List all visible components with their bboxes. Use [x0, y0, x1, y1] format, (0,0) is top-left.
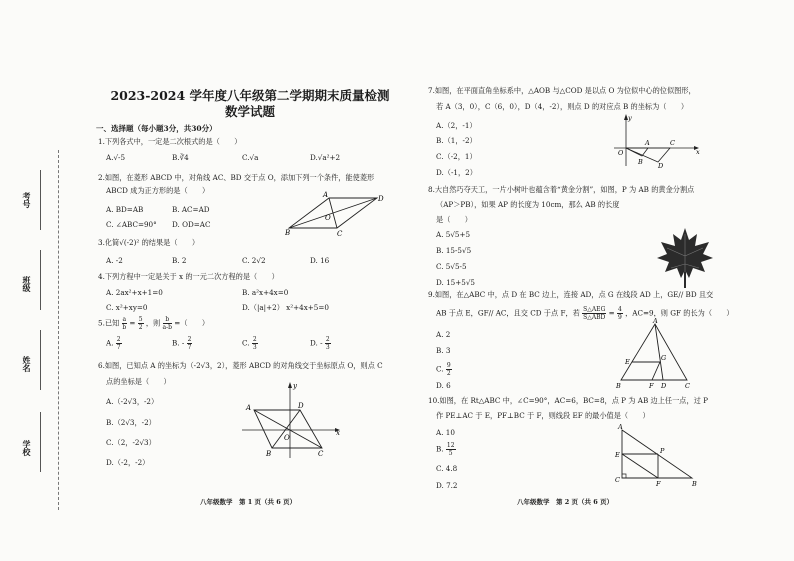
- q10-b-den: 5: [448, 450, 453, 457]
- q2-rhombus-figure: [285, 190, 385, 238]
- q9-stem-line1: 9.如图，在△ABC 中，点 D 在 BC 边上，连接 AD，点 G 在线段 AD 上，GE// BD 且交: [428, 290, 714, 299]
- q1-option-a[interactable]: A.√-5: [106, 153, 126, 162]
- q5-option-b[interactable]: [172, 336, 192, 351]
- q9-c-frac: [446, 362, 452, 377]
- q10-option-a[interactable]: A. 10: [436, 428, 455, 437]
- q7-label-B: B: [638, 158, 643, 166]
- q5-a-den: 7: [116, 344, 121, 351]
- q2-label-C: C: [337, 230, 343, 238]
- q2-stem-line1: 2.如图，在菱形 ABCD 中，对角线 AC、BD 交于点 O，添加下列一个条件，能使菱形: [98, 173, 375, 182]
- q3-option-b[interactable]: B. 2: [172, 256, 187, 265]
- q5-given-val-num: 5: [138, 316, 143, 323]
- q5-given-value: [138, 316, 144, 331]
- q9-ratio-val-num: 4: [617, 306, 622, 313]
- exam-number-label: 考号: [22, 192, 32, 208]
- q5-option-a[interactable]: [106, 336, 122, 351]
- q6-option-a[interactable]: A.（-2√3，-2）: [106, 397, 159, 406]
- q5-a-pre: A.: [106, 338, 114, 348]
- exam-subtitle: 数学试题: [224, 104, 275, 119]
- q10-option-d[interactable]: D. 7.2: [436, 481, 458, 490]
- q6-option-d[interactable]: D.（-2，-2）: [106, 458, 150, 467]
- exam-number-blank[interactable]: [40, 170, 41, 230]
- q5-c-den: 3: [252, 344, 257, 351]
- q6-label-B: B: [266, 450, 272, 458]
- q1-stem: 1.下列各式中，一定是二次根式的是（ ）: [98, 137, 242, 146]
- q10-option-b[interactable]: [436, 442, 456, 457]
- q2-option-a[interactable]: A. BD=AB: [106, 205, 144, 214]
- q10-b-pre: B.: [436, 444, 444, 454]
- q2-stem-line2: ABCD 成为正方形的是（ ）: [106, 186, 210, 195]
- q2-label-O: O: [325, 214, 331, 222]
- q9-label-E: E: [625, 358, 630, 366]
- q7-label-x: x: [696, 148, 700, 156]
- q6-label-D: D: [298, 402, 304, 410]
- q9-label-D: D: [661, 382, 667, 390]
- q9-c-pre: C.: [436, 364, 444, 374]
- q10-label-B: B: [692, 480, 697, 488]
- q7-label-y: y: [628, 114, 632, 122]
- q10-option-c[interactable]: C. 4.8: [436, 464, 458, 473]
- q6-option-b[interactable]: B.（2√3，-2）: [106, 418, 156, 427]
- q5-given-den: b: [122, 324, 127, 331]
- q2-option-b[interactable]: B. AC=AD: [172, 205, 210, 214]
- q5-ask-num: b: [163, 316, 172, 324]
- q9-triangle-figure: [615, 318, 695, 390]
- q8-option-b[interactable]: B. 15-5√5: [436, 246, 472, 255]
- name-blank[interactable]: [40, 330, 41, 390]
- q7-label-O: O: [618, 149, 624, 157]
- q10-b-num: 12: [446, 442, 455, 449]
- q7-option-b[interactable]: B.（1，-2）: [436, 136, 477, 145]
- q5-d-den: 3: [325, 344, 330, 351]
- q5-d-pre: D. -: [310, 338, 323, 348]
- q2-label-B: B: [285, 229, 291, 237]
- q5-given-num: a: [122, 316, 127, 323]
- q5-b-pre: B. -: [172, 338, 185, 348]
- q5-c-pre: C.: [242, 338, 250, 348]
- q7-option-d[interactable]: D.（-1，2）: [436, 168, 477, 177]
- q6-coordinate-figure: [240, 380, 345, 460]
- q8-option-a[interactable]: A. 5√5+5: [436, 230, 471, 239]
- q4-option-a[interactable]: A. 2ax²+x+1=0: [106, 288, 163, 297]
- q3-option-c[interactable]: C. 2√2: [242, 256, 266, 265]
- q7-label-A: A: [645, 139, 650, 147]
- binding-fold-line: [58, 150, 59, 510]
- q10-b-frac: [446, 442, 456, 457]
- q2-option-d[interactable]: D. OD=AC: [172, 220, 211, 229]
- q5-given-val-den: 2: [138, 324, 143, 331]
- q9-stem2-post: ，AC=9，则 GF 的长为（ ）: [625, 308, 734, 318]
- q6-label-C: C: [318, 450, 324, 458]
- q9-ratio-eq: =: [608, 308, 615, 318]
- q1-option-b[interactable]: B.∛4: [172, 153, 189, 162]
- q7-stem-line2: 若 A（3，0），C（6，0），D（4，-2），则点 D 的对应点 B 的坐标为（ ）: [436, 102, 689, 111]
- q10-label-P: P: [660, 447, 665, 455]
- q9-ratio-num: S△AEG: [583, 306, 606, 313]
- q5-stem-mid: ，则: [145, 318, 161, 328]
- q2-label-A: A: [323, 191, 329, 199]
- q2-option-c[interactable]: C. ∠ABC=90°: [106, 220, 157, 229]
- footer-page-2: 八年级数学 第 2 页（共 6 页）: [517, 498, 614, 506]
- q6-option-c[interactable]: C.（2，-2√3）: [106, 438, 156, 447]
- q9-option-c[interactable]: [436, 362, 452, 377]
- q6-label-y: y: [293, 382, 297, 390]
- q9-c-den: 2: [446, 370, 451, 377]
- q8-stem-line2: （AP＞PB），如果 AP 的长度为 10cm，那么 AB 的长度: [436, 200, 620, 209]
- q5-b-num: 2: [187, 336, 192, 343]
- q5-stem-post: =（ ）: [174, 318, 210, 328]
- q6-label-x: x: [336, 429, 340, 437]
- q10-label-A: A: [618, 424, 623, 431]
- q3-option-a[interactable]: A. -2: [106, 256, 123, 265]
- q9-stem2-pre: AB 于点 E，GF// AC，且交 CD 于点 F，若: [436, 308, 580, 318]
- q9-option-b[interactable]: B. 3: [436, 346, 451, 355]
- q5-ask-den: a-b: [162, 324, 172, 331]
- q9-c-num: 9: [446, 362, 451, 369]
- q6-stem-line1: 6.如图，已知点 A 的坐标为（-2√3，2），菱形 ABCD 的对角线交于坐标原点 O，则点 C: [98, 361, 383, 370]
- q8-stem-line1: 8.大自然巧夺天工，一片小树叶也蕴含着“黄金分割”，如图，P 为 AB 的黄金分割点: [428, 185, 695, 194]
- exam-title: 2023-2024 学年度八年级第二学期期末质量检测: [110, 88, 390, 103]
- q5-stem: [98, 316, 209, 331]
- q5-given-eq: =: [129, 318, 136, 328]
- name-label: 姓名: [22, 356, 32, 372]
- q5-option-c[interactable]: [242, 336, 258, 351]
- q8-option-c[interactable]: C. 5√5-5: [436, 262, 467, 271]
- q9-label-F: F: [649, 382, 654, 390]
- q10-right-triangle-figure: [612, 424, 702, 488]
- class-label: 班级: [22, 276, 32, 292]
- q5-b-den: 7: [187, 344, 192, 351]
- q5-c-frac: [252, 336, 258, 351]
- q7-option-a[interactable]: A.（2，-1）: [436, 121, 477, 130]
- q7-label-D: D: [658, 162, 664, 168]
- binding-strip: [18, 150, 68, 510]
- q5-b-frac: [187, 336, 193, 351]
- q5-a-frac: [116, 336, 122, 351]
- q5-a-num: 2: [116, 336, 121, 343]
- section-heading: 一、选择题（每小题3分，共30分）: [96, 124, 217, 133]
- q4-option-c[interactable]: C. x²+xy=0: [106, 303, 148, 312]
- q4-option-d[interactable]: D.（|a|+2） x²+4x+5=0: [242, 303, 329, 312]
- q10-stem-line2: 作 PE⊥AC 于 E，PF⊥BC 于 F，则线段 EF 的最小值是（ ）: [436, 411, 650, 420]
- q10-stem-line1: 10.如图，在 Rt△ABC 中，∠C=90°，AC=6，BC=8，点 P 为 AB 边上任一点，过 P: [428, 396, 708, 405]
- q9-label-B: B: [616, 382, 621, 390]
- q5-ask-fraction: [163, 316, 172, 331]
- leaf-icon: [655, 226, 715, 290]
- q7-option-c[interactable]: C.（-2，1）: [436, 152, 477, 161]
- q9-ratio-val-den: 9: [617, 314, 622, 321]
- q5-option-d[interactable]: [310, 336, 331, 351]
- q3-option-d[interactable]: D. 16: [310, 256, 330, 265]
- q1-option-d[interactable]: D.√a²+2: [310, 153, 341, 162]
- q9-label-G: G: [661, 354, 667, 362]
- q9-area-ratio: [582, 306, 606, 321]
- q3-stem: 3.化简√(-2)² 的结果是（ ）: [98, 238, 200, 247]
- q8-stem-line3: 是（ ）: [436, 215, 472, 224]
- q5-d-num: 2: [325, 336, 330, 343]
- q9-label-A: A: [653, 318, 658, 325]
- q6-label-A: A: [246, 404, 252, 412]
- class-blank[interactable]: [40, 250, 41, 310]
- q8-option-d[interactable]: D. 15+5√5: [436, 278, 475, 287]
- q10-label-E: E: [615, 451, 620, 459]
- q1-option-c[interactable]: C.√a: [242, 153, 259, 162]
- q4-stem: 4.下列方程中一定是关于 x 的一元二次方程的是（ ）: [98, 272, 279, 281]
- q9-option-a[interactable]: A. 2: [436, 330, 451, 339]
- footer-page-1: 八年级数学 第 1 页（共 6 页）: [200, 498, 297, 506]
- q7-coordinate-figure: [612, 112, 702, 168]
- q6-label-O: O: [284, 434, 290, 442]
- q7-stem-line1: 7.如图，在平面直角坐标系中，△AOB 与△COD 是以点 O 为位似中心的位似图形，: [428, 86, 696, 95]
- q4-option-b[interactable]: B. a²x+4x=0: [242, 288, 289, 297]
- q9-option-d[interactable]: D. 6: [436, 381, 451, 390]
- q5-stem-pre: 5.已知: [98, 318, 120, 328]
- q9-ratio-den: S△ABD: [583, 314, 606, 321]
- q6-stem-line2: 点的坐标是（ ）: [106, 377, 171, 386]
- q9-label-C: C: [685, 382, 690, 390]
- school-label: 学校: [22, 440, 32, 456]
- q5-c-num: 2: [252, 336, 257, 343]
- q10-label-C: C: [615, 476, 620, 484]
- q10-label-F: F: [656, 480, 661, 488]
- q2-label-D: D: [378, 195, 384, 203]
- school-blank[interactable]: [40, 412, 41, 472]
- q5-given-fraction: [122, 316, 128, 331]
- q5-d-frac: [325, 336, 331, 351]
- q7-label-C: C: [670, 139, 675, 147]
